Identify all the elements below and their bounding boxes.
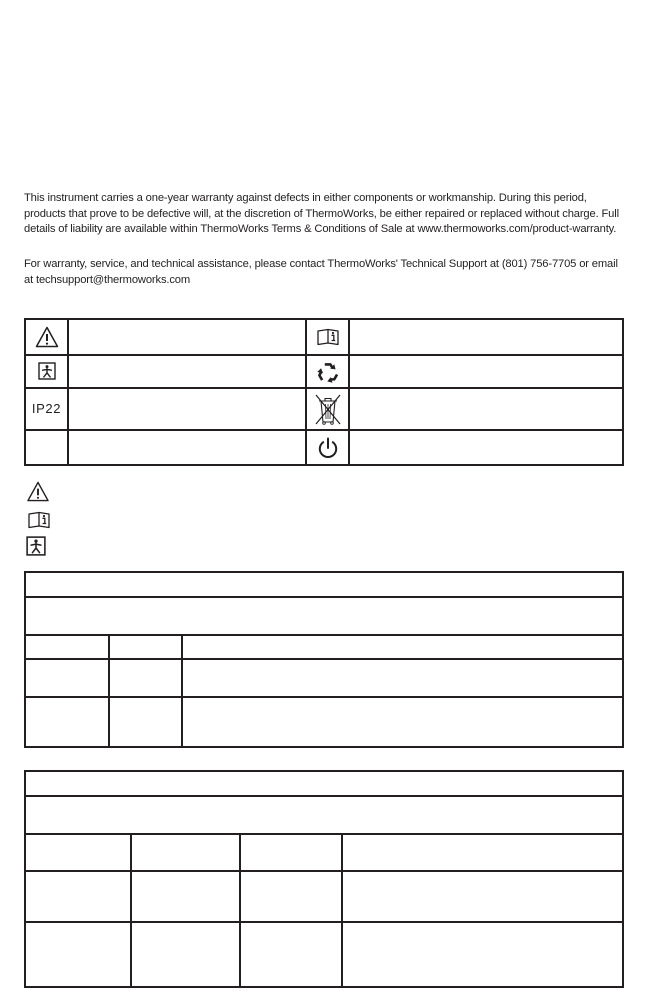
symbol-description bbox=[349, 355, 623, 388]
table-cell bbox=[240, 922, 342, 987]
symbol-cell bbox=[25, 319, 68, 355]
symbol-description bbox=[68, 388, 306, 430]
warning-icon bbox=[35, 326, 59, 348]
instructions-icon bbox=[26, 511, 52, 529]
symbol-row bbox=[25, 388, 623, 430]
table-cell bbox=[25, 659, 109, 697]
table-row bbox=[25, 871, 623, 922]
table-cell bbox=[342, 871, 623, 922]
table-cell bbox=[25, 572, 623, 597]
table-title-row bbox=[25, 771, 623, 796]
symbol-description bbox=[349, 388, 623, 430]
symbol-cell bbox=[25, 430, 68, 465]
table-cell bbox=[240, 871, 342, 922]
table-cell bbox=[25, 635, 109, 659]
table-cell bbox=[25, 834, 131, 871]
table-row bbox=[25, 659, 623, 697]
table-cell bbox=[182, 659, 623, 697]
symbol-cell bbox=[306, 388, 349, 430]
instructions-icon bbox=[316, 328, 340, 346]
spec-table-2 bbox=[24, 770, 624, 988]
symbol-cell bbox=[306, 355, 349, 388]
table-cell bbox=[182, 635, 623, 659]
symbol-description bbox=[68, 355, 306, 388]
table-cell bbox=[109, 659, 182, 697]
warranty-paragraph: This instrument carries a one-year warranty against defects in either components or workmanship. During this period, products that prove to be defective will, at the discretion of ThermoWorks, be either repaired or replaced without charge. Full details of liability are available within ThermoWorks Terms & Conditions of Sale at www.thermoworks.com/product-warranty. bbox=[24, 192, 619, 235]
table-cell bbox=[109, 697, 182, 747]
table-header-row bbox=[25, 834, 623, 871]
symbol-table bbox=[24, 318, 624, 466]
symbol-description bbox=[68, 430, 306, 465]
table-cell bbox=[131, 922, 240, 987]
legend-bf-applied-part bbox=[26, 536, 46, 556]
table-subtitle-row bbox=[25, 796, 623, 834]
table-cell bbox=[25, 796, 623, 834]
support-paragraph: For warranty, service, and technical assistance, please contact ThermoWorks' Technical Support at (801) 756-7705 or email at techsupport@thermoworks.com bbox=[24, 258, 618, 286]
table-cell bbox=[182, 697, 623, 747]
table-cell bbox=[342, 834, 623, 871]
warning-icon bbox=[26, 481, 50, 502]
table-cell bbox=[131, 834, 240, 871]
symbol-description bbox=[349, 319, 623, 355]
recycle-icon bbox=[316, 361, 340, 383]
symbol-row bbox=[25, 319, 623, 355]
table-row bbox=[25, 922, 623, 987]
bf-applied-part-icon bbox=[38, 362, 56, 380]
table-subtitle-row bbox=[25, 597, 623, 635]
symbol-cell bbox=[306, 319, 349, 355]
symbol-row bbox=[25, 355, 623, 388]
table-cell bbox=[25, 771, 623, 796]
legend-instructions bbox=[26, 511, 52, 531]
table-cell bbox=[109, 635, 182, 659]
bf-applied-part-icon bbox=[26, 536, 46, 556]
ip-rating: IP22 bbox=[31, 401, 62, 416]
weee-crossed-bin-icon bbox=[313, 392, 343, 426]
table-cell bbox=[131, 871, 240, 922]
table-cell bbox=[25, 697, 109, 747]
power-icon bbox=[316, 436, 340, 460]
symbol-description bbox=[349, 430, 623, 465]
table-row bbox=[25, 697, 623, 747]
table-cell bbox=[240, 834, 342, 871]
symbol-cell bbox=[25, 388, 68, 430]
table-header-row bbox=[25, 635, 623, 659]
legend-warning bbox=[26, 481, 50, 501]
table-title-row bbox=[25, 572, 623, 597]
symbol-row bbox=[25, 430, 623, 465]
symbol-cell bbox=[25, 355, 68, 388]
table-cell bbox=[25, 871, 131, 922]
spec-table-1 bbox=[24, 571, 624, 748]
table-cell bbox=[342, 922, 623, 987]
table-cell bbox=[25, 597, 623, 635]
symbol-cell bbox=[306, 430, 349, 465]
table-cell bbox=[25, 922, 131, 987]
symbol-description bbox=[68, 319, 306, 355]
